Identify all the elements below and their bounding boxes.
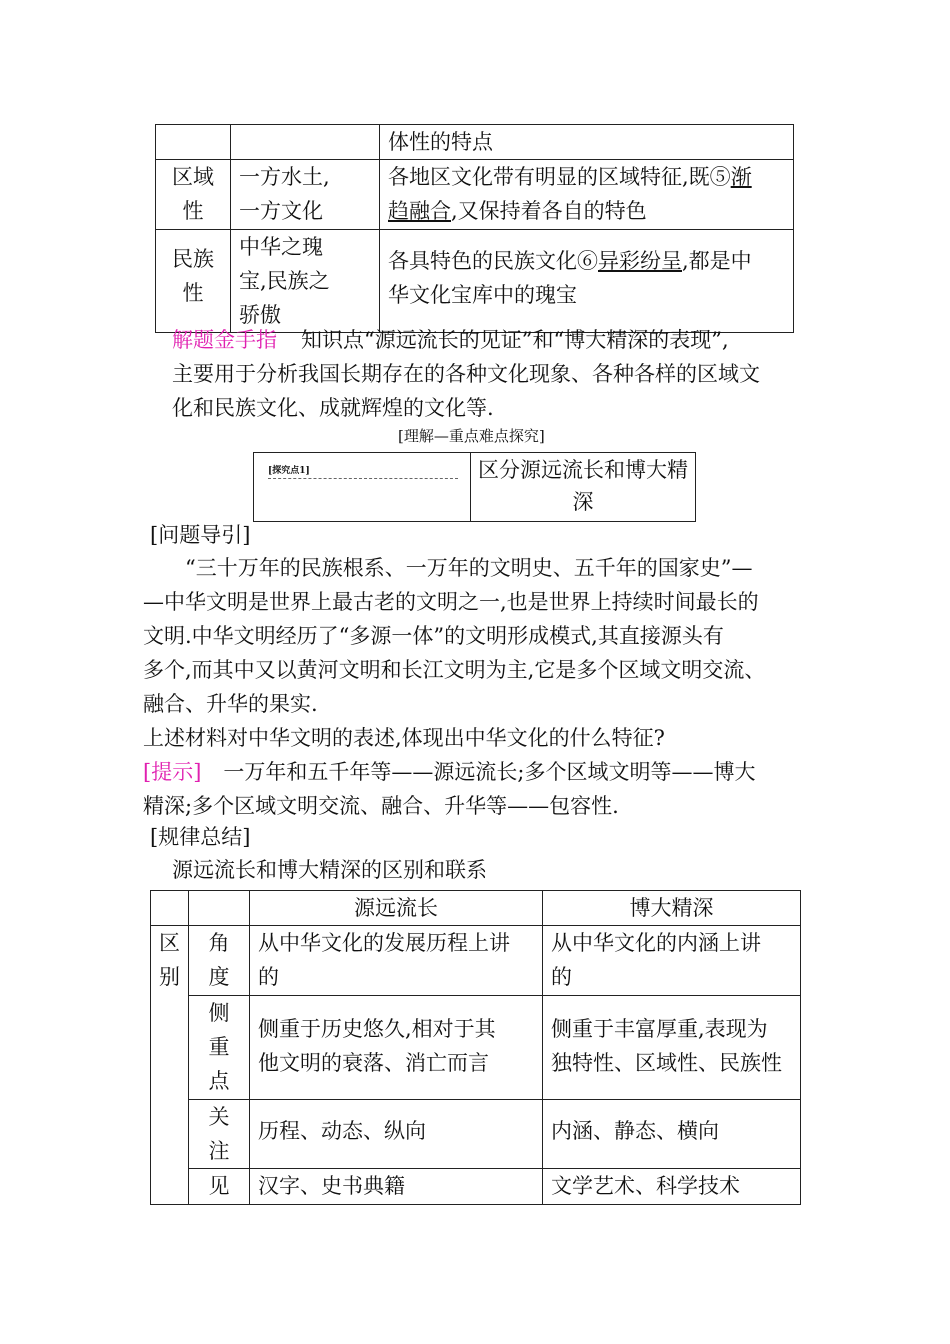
body-line: —中华文明是世界上最古老的文明之一,也是世界上持续时间最长的: [143, 590, 759, 614]
table-cell: [189, 891, 250, 926]
tip-label: 解题金手指: [172, 328, 277, 352]
aspect-cell: 侧 重 点: [189, 996, 250, 1100]
table-cell: 文学艺术、科学技术: [543, 1169, 801, 1205]
table-row: [156, 160, 794, 230]
answer-blank: 异彩纷呈: [598, 249, 682, 273]
table-cell: [380, 125, 794, 160]
table-cell: [231, 125, 380, 160]
cell-text: 民族: [172, 247, 214, 271]
answer-blank: 趋融合: [388, 199, 451, 223]
rule-summary-subtitle: 源远流长和博大精深的区别和联系: [172, 858, 487, 882]
column-header: 源远流长: [250, 891, 543, 926]
table-row: [151, 1100, 801, 1169]
question-guide-label: [问题导引]: [150, 523, 251, 547]
cell-text: 区域: [172, 165, 214, 189]
table-cell: 历程、动态、纵向: [250, 1100, 543, 1169]
culture-features-table: [155, 124, 794, 333]
body-line: 融合、升华的果实.: [143, 692, 318, 716]
section-heading: [理解—重点难点探究]: [398, 427, 545, 445]
explore-box: [253, 452, 696, 522]
cell-text: 一方文化: [239, 199, 323, 223]
table-row: [151, 996, 801, 1100]
comparison-table: [150, 890, 801, 1205]
cell-text: 趋融合,又保持着各自的特色: [388, 199, 647, 223]
table-cell: [156, 125, 231, 160]
cell-text: 宝,民族之: [239, 269, 330, 293]
table-cell: 侧重于历史悠久,相对于其 他文明的衰落、消亡而言: [250, 996, 543, 1100]
cell-text: 华文化宝库中的瑰宝: [388, 283, 577, 307]
explore-tag: [探究点1]: [268, 465, 458, 479]
table-cell: [380, 230, 794, 333]
cell-text: 骄傲: [239, 303, 281, 327]
column-header: 博大精深: [543, 891, 801, 926]
table-cell: 汉字、史书典籍: [250, 1169, 543, 1205]
tip-text: 知识点“源远流长的见证”和“博大精深的表现”,: [301, 328, 729, 352]
table-cell: 从中华文化的发展历程上讲 的: [250, 926, 543, 996]
table-row: [151, 926, 801, 996]
explore-tag-cell: [254, 453, 471, 522]
cell-text: 性: [182, 199, 204, 223]
cell-text: 各具特色的民族文化⑥异彩纷呈,都是中: [388, 249, 752, 273]
answer-blank: 渐: [730, 165, 752, 189]
table-row: [156, 230, 794, 333]
table-row: [156, 125, 794, 160]
question-text: 上述材料对中华文明的表述,体现出中华文化的什么特征?: [143, 726, 665, 750]
table-cell: 内涵、静态、横向: [543, 1100, 801, 1169]
cell-text: 一方水土,: [239, 165, 330, 189]
rule-summary-label: [规律总结]: [150, 825, 251, 849]
table-cell: [156, 230, 231, 333]
body-line: 多个,而其中又以黄河文明和长江文明为主,它是多个区域文明交流、: [143, 658, 766, 682]
tip-paragraph: [172, 323, 812, 425]
explore-title: 区分源远流长和博大精 深: [471, 453, 696, 522]
cell-text: 体性的特点: [388, 130, 493, 154]
table-cell: [231, 230, 380, 333]
table-cell: 侧重于丰富厚重,表现为 独特性、区域性、民族性: [543, 996, 801, 1100]
group-label: 区 别: [151, 926, 189, 1205]
hint-text: 精深;多个区域文明交流、融合、升华等——包容性.: [143, 794, 619, 818]
table-row: [151, 1169, 801, 1205]
question-guide-body: [143, 551, 813, 823]
aspect-cell: 角 度: [189, 926, 250, 996]
aspect-cell: 关 注: [189, 1100, 250, 1169]
table-cell: [156, 160, 231, 230]
body-line: “三十万年的民族根系、一万年的文明史、五千年的国家史”—: [185, 556, 753, 580]
cell-text: 性: [182, 281, 204, 305]
cell-text: 中华之瑰: [239, 235, 323, 259]
hint-text: 一万年和五千年等——源远流长;多个区域文明等——博大: [223, 760, 756, 784]
table-cell: [151, 891, 189, 926]
tip-text: 主要用于分析我国长期存在的各种文化现象、各种各样的区域文: [172, 362, 760, 386]
table-row: [151, 891, 801, 926]
body-line: 文明.中华文明经历了“多源一体”的文明形成模式,其直接源头有: [143, 624, 724, 648]
cell-text: 各地区文化带有明显的区域特征,既⑤渐: [388, 165, 752, 189]
table-cell: [231, 160, 380, 230]
table-cell: [380, 160, 794, 230]
table-cell: 从中华文化的内涵上讲 的: [543, 926, 801, 996]
hint-label: [提示]: [143, 760, 202, 784]
tip-text: 化和民族文化、成就辉煌的文化等.: [172, 396, 494, 420]
aspect-cell: 见: [189, 1169, 250, 1205]
